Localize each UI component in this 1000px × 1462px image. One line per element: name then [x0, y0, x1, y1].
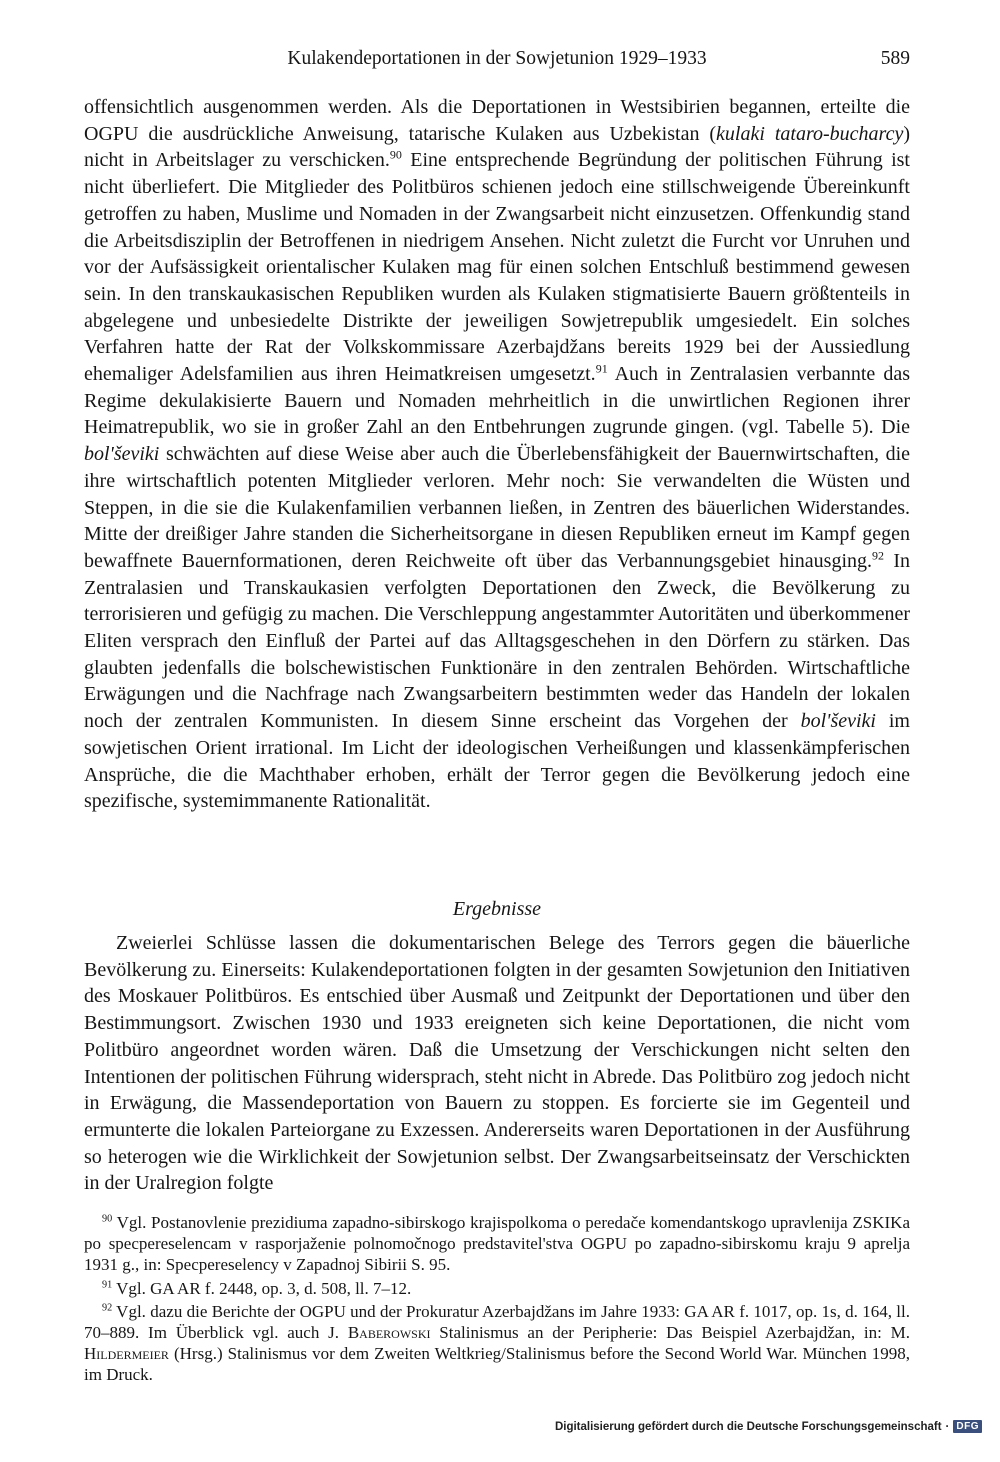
footnote-90 [84, 1212, 910, 1276]
running-header [84, 44, 910, 74]
footnote-text: Vgl. dazu die Berichte der OGPU und der Prokuratur Azerbajdžans im Jahre 1933: GA AR f. 1017, op. 1s, d. 164, ll. 70–889. Im Überblick vgl. auch J. [84, 1301, 910, 1343]
footnote-ref-90[interactable]: 90 [389, 147, 402, 162]
text-segment: Eine entsprechende Begründung der politischen Führung ist nicht überliefert. Die Mitglieder des Politbüros schienen jedoch eine stillschweigende Übereinkunft getroffen zu haben, Muslime und Nomaden in der Zwangsarbeit nicht einzusetzen. Offenkundig stand die Arbeitsdisziplin der Betroffenen in niedrigem Ansehen. Nicht zuletzt die Furcht vor Unruhen und vor der Aufsässigkeit orientalischer Kulaken mag für einen solchen Entschluß bestimmend gewesen sein. In den transkaukasischen Republiken wurden als Kulaken stigmatisierte Bauern größtenteils in abgelegene und unbesiedelte Distrikte der jeweiligen Sowjetrepublik umgesiedelt. Ein solches Verfahren hatte der Rat der Volkskommissare Azerbajdžans bereits 1929 bei der Aussiedlung ehemaliger Adelsfamilien aus ihren Heimatkreisen umgesetzt. [84, 149, 910, 386]
footnote-text: (Hrsg.) Stalinismus vor dem Zweiten Weltkrieg/Stalinismus before the Second World War. München 1998, im Druck. [84, 1344, 910, 1385]
italic-term: bol'ševiki [84, 443, 160, 466]
digitization-footer: Digitalisierung gefördert durch die Deutsche Forschungsgemeinschaft · DFG [555, 1420, 982, 1433]
page-number: 589 [880, 48, 910, 69]
footnotes [84, 1212, 910, 1388]
paragraph-text: Zweierlei Schlüsse lassen die dokumentarischen Belege des Terrors gegen die bäuerliche Bevölkerung zu. Einerseits: Kulakendeportationen folgten in der gesamten Sowjetunion den Initiativen des Moskauer Politbüros. Es entschied über Ausmaß und Zeitpunkt der Deportationen und über den Bestimmungsort. Zwischen 1930 und 1933 ereigneten sich keine Deportationen, die nicht vom Politbüro angeordnet worden wären. Daß die Umsetzung der Verschickungen nicht selten den Intentionen der politischen Führung widersprach, steht nicht in Abrede. Das Politbüro zog jedoch nicht in Erwägung, die Massendeportation von Bauern zu stoppen. Es forcierte sie im Gegenteil und ermunterte die lokalen Parteiorgane zu Exzessen. Andererseits waren Deportationen in der Ausführung so heterogen wie die Wirklichkeit der Sowjetunion selbst. Der Zwangsarbeitseinsatz der Verschickten in der Uralregion folgte [84, 932, 910, 1195]
italic-term: bol'ševiki [800, 710, 876, 733]
text-segment: Auch in Zentralasien verbannte das Regime dekulakisierte Bauern und Nomaden mehrheitlich in die unwirtlichen Regionen ihrer Heimatrepublik, wo sie in großer Zahl an den Entbehrungen zugrunde gingen. (vgl. Tabelle 5). Die [84, 363, 910, 439]
footnote-text: Vgl. Postanovlenie prezidiuma zapadno-sibirskogo krajispolkoma o peredače komendantskogo upravlenija ZSKIKa po specpereselencam v rasporjaženie polnomočnogo predstavitel'stva OGPU po zapadno-sibirskomu kraju 9 aprelja 1931 g., in: Specpereselency v Zapadnoj Sibirii S. 95. [84, 1213, 910, 1275]
footnote-91 [84, 1278, 910, 1299]
running-title: Kulakendeportationen in der Sowjetunion 1929–1933 [287, 48, 707, 69]
footnote-text: Stalinismus an der Peripherie: Das Beispiel Azerbajdžan, in: M. [430, 1323, 910, 1343]
body-paragraph-1 [84, 94, 910, 815]
footer-text: Digitalisierung gefördert durch die Deutsche Forschungsgemeinschaft [554, 1420, 942, 1433]
author-name: Baberowski [347, 1323, 431, 1343]
footnote-mark: 92 [102, 1302, 113, 1314]
text-segment: schwächten auf diese Weise aber auch die Überlebensfähigkeit der Bauernwirtschaften, die ihre wirtschaftlich potenten Mitglieder verloren. Mehr noch: Sie verwandelten die Wüsten und Steppen, in die sie die Kulakenfamilien verbannen ließen, in Zentren des bäuerlichen Widerstandes. Mitte der dreißiger Jahre standen die Sicherheitsorgane in diesen Republiken erneut im Kampf gegen bewaffnete Bauernformationen, deren Reichweite oft über das Verbannungsgebiet hinausging. [84, 443, 910, 572]
footnote-ref-92[interactable]: 92 [872, 548, 884, 563]
body-paragraph-2 [84, 930, 910, 1197]
italic-term: kulaki tataro-bucharcy [716, 122, 904, 145]
author-name: Hildermeier [84, 1344, 169, 1364]
dfg-logo: DFG [953, 1420, 982, 1433]
text-segment: ) nicht in Arbeitslager zu verschicken. [84, 122, 910, 172]
footnote-mark: 91 [102, 1278, 113, 1290]
text-segment: In Zentralasien und Transkaukasien verfolgten Deportationen den Zweck, die Bevölkerung zu terrorisieren und gefügig zu machen. Die Verschleppung angestammter Autoritäten und überkommener Eliten versprach den Einfluß der Partei auf das Alltagsgeschehen in den Dörfern zu stärken. Das glaubten jedenfalls die bolschewistischen Funktionäre in den zentralen Behörden. Wirtschaftliche Erwägungen und die Nachfrage nach Zwangsarbeitern bestimmten weder das Handeln der lokalen noch der zentralen Kommunisten. In diesem Sinne erscheint das Vorgehen der [84, 549, 910, 733]
footnote-92 [84, 1301, 910, 1386]
text-segment: offensichtlich ausgenommen werden. Als die Deportationen in Westsibirien begannen, erteilte die OGPU die ausdrückliche Anweisung, tatarische Kulaken aus Uzbekistan ( [84, 96, 910, 145]
section-heading: Ergebnisse [452, 898, 542, 920]
footnote-ref-91[interactable]: 91 [595, 361, 608, 376]
text-segment: im sowjetischen Orient irrational. Im Licht der ideologischen Verheißungen und klassenkämpferischen Ansprüche, die die Machthaber erhoben, erhält der Terror gegen die Bevölkerung jedoch eine spezifische, systemimmanente Rationalität. [84, 710, 910, 813]
footnote-text: Vgl. GA AR f. 2448, op. 3, d. 508, ll. 7–12. [112, 1278, 412, 1298]
footnote-mark: 90 [102, 1213, 113, 1225]
